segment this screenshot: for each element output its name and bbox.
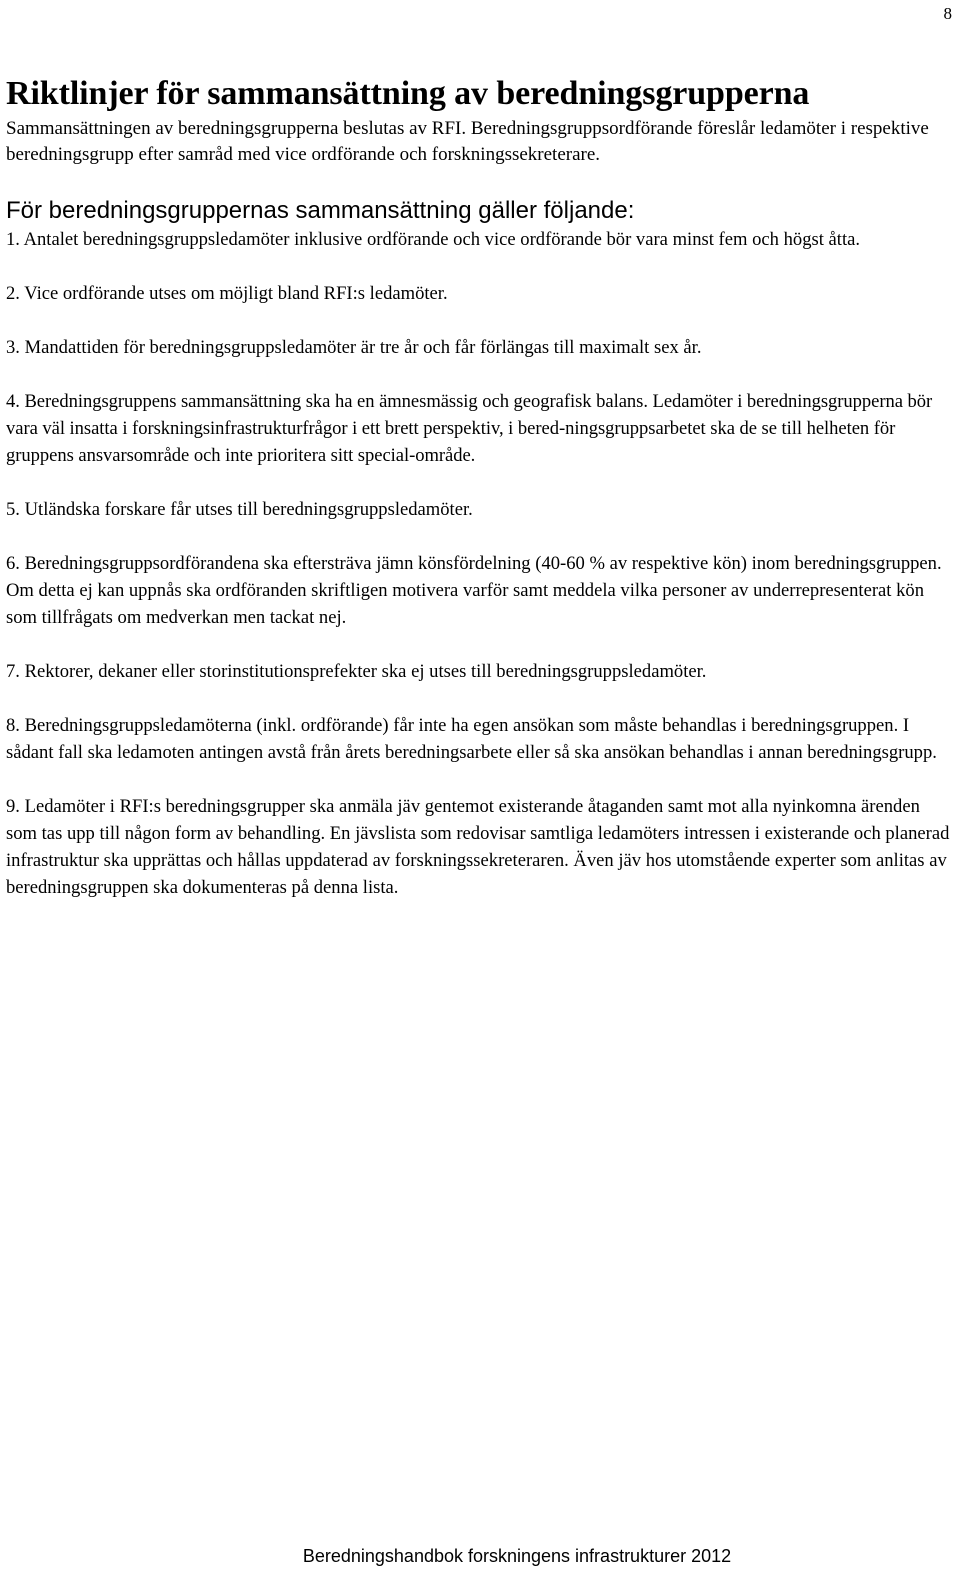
page-footer: Beredningshandbok forskningens infrastrukturer 2012 [302, 1546, 732, 1566]
list-item-7: 7. Rektorer, dekaner eller storinstitutionsprefekter ska ej utses till beredningsgruppsledamöter. [6, 661, 707, 682]
list-item-3: 3. Mandattiden för beredningsgruppsledamöter är tre år och får förlängas till maximalt sex år. [6, 337, 702, 358]
page-title: Riktlinjer för sammansättning av beredningsgrupperna [6, 75, 810, 112]
list-item-8: 8. Beredningsgruppsledamöterna (inkl. ordförande) får inte ha egen ansökan som måste behandlas i beredningsgruppen. I sådant fall ska ledamoten antingen avstå från årets beredningsarbete eller så ska ansökan behandlas i annan beredningsgrupp. [6, 715, 937, 763]
list-item-6: 6. Beredningsgruppsordförandena ska eftersträva jämn könsfördelning (40-60 % av respektive kön) inom beredningsgruppen. Om detta ej kan uppnås ska ordföranden skriftligen motivera varför samt meddela vilka personer av underrepresenterat kön som tillfrågats om medverkan men tackat nej. [6, 553, 942, 628]
list-item-4: 4. Beredningsgruppens sammansättning ska ha en ämnesmässig och geografisk balans. Ledamöter i beredningsgrupperna bör vara väl insatta i forskningsinfrastrukturfrågor i ett brett perspektiv, i bered-ningsgruppsarbetet ska de se till helheten för gruppens ansvarsområde och inte prioritera sitt special-område. [6, 391, 933, 466]
list-item-9: 9. Ledamöter i RFI:s beredningsgrupper ska anmäla jäv gentemot existerande åtaganden samt mot alla nyinkomna ärenden som tas upp till någon form av behandling. En jävslista som redovisar samtliga ledamöters intressen i existerande och planerad infrastruktur ska upprättas och hållas uppdaterad av forskningssekreteraren. Även jäv hos utomstående experter som anlitas av beredningsgruppen ska dokumenteras på denna lista. [6, 796, 950, 898]
document-body [6, 72, 951, 928]
page-number: 8 [943, 4, 952, 23]
list-item-2: 2. Vice ordförande utses om möjligt bland RFI:s ledamöter. [6, 283, 448, 304]
list-item-5: 5. Utländska forskare får utses till beredningsgruppsledamöter. [6, 499, 473, 520]
intro-paragraph: Sammansättningen av beredningsgrupperna beslutas av RFI. Beredningsgruppsordförande föreslår ledamöter i respektive beredningsgrupp efter samråd med vice ordförande och forskningssekreterare. [6, 118, 929, 165]
list-item-1: 1. Antalet beredningsgruppsledamöter inklusive ordförande och vice ordförande bör vara minst fem och högst åtta. [6, 229, 861, 250]
section-heading: För beredningsgruppernas sammansättning gäller följande: [6, 197, 635, 224]
